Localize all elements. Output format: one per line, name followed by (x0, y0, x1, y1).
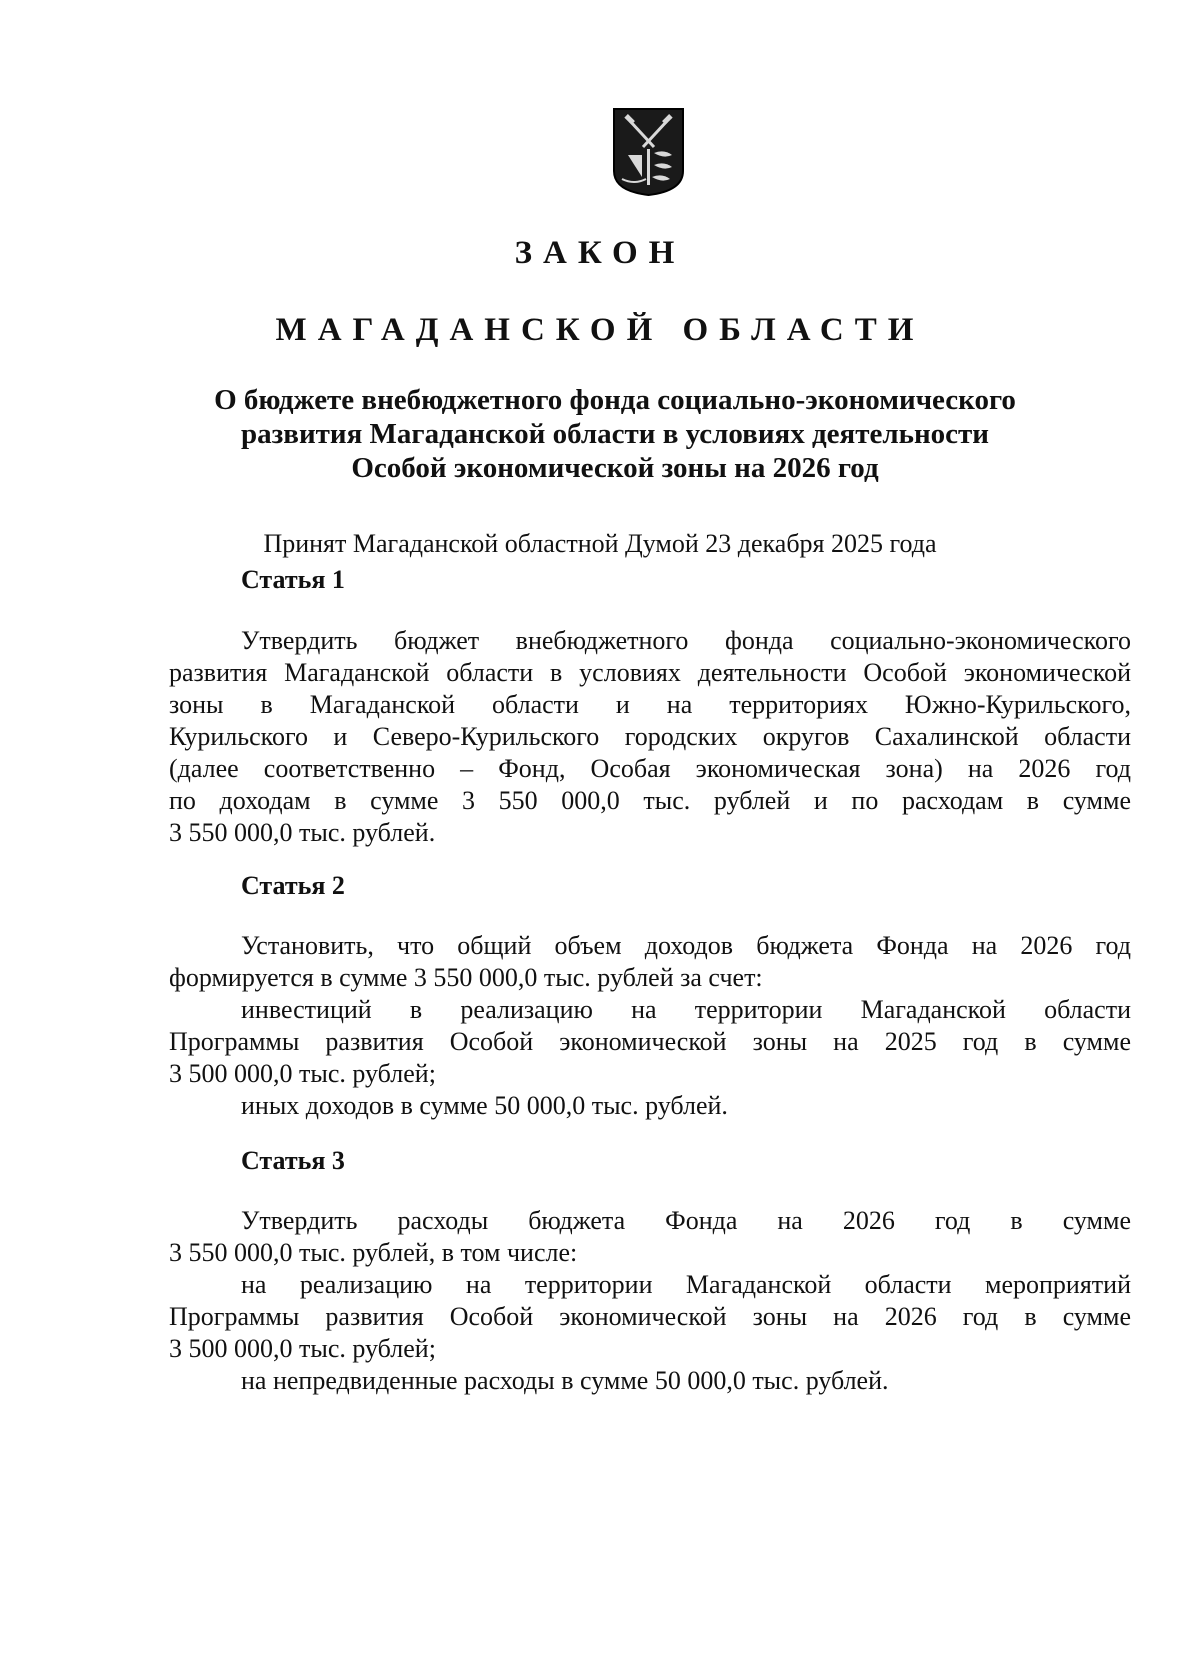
text-line: зоны в Магаданской области и на территориях Южно-Курильского, (169, 690, 1131, 719)
region-title: МАГАДАНСКОЙ ОБЛАСТИ (275, 312, 925, 348)
text-line: на непредвиденные расходы в сумме 50 000,0 тыс. рублей. (241, 1366, 889, 1395)
law-subject (150, 383, 1080, 485)
article-3-heading: Статья 3 (241, 1146, 345, 1175)
law-title: ЗАКОН (514, 235, 686, 271)
text-line: 3 500 000,0 тыс. рублей; (169, 1059, 436, 1088)
text-line: иных доходов в сумме 50 000,0 тыс. рублей. (241, 1091, 728, 1120)
law-subject-line: развития Магаданской области в условиях деятельности (241, 418, 989, 450)
text-line: на реализацию на территории Магаданской области мероприятий (241, 1270, 1131, 1299)
text-line: 3 550 000,0 тыс. рублей, в том числе: (169, 1238, 578, 1267)
text-line: 3 500 000,0 тыс. рублей; (169, 1334, 436, 1363)
text-line: Утвердить расходы бюджета Фонда на 2026 год в сумме (241, 1206, 1131, 1235)
text-line: формируется в сумме 3 550 000,0 тыс. рублей за счет: (169, 963, 763, 992)
article-2-text (169, 930, 1131, 1122)
text-line: Программы развития Особой экономической зоны на 2026 год в сумме (169, 1302, 1131, 1331)
text-line: развития Магаданской области в условиях деятельности Особой экономической (169, 658, 1131, 687)
adoption-note: Принят Магаданской областной Думой 23 декабря 2025 года (263, 529, 937, 558)
text-line: Курильского и Северо-Курильского городских округов Сахалинской области (169, 722, 1131, 751)
article-3-text (169, 1205, 1131, 1397)
text-line: по доходам в сумме 3 550 000,0 тыс. рублей и по расходам в сумме (169, 786, 1131, 815)
text-line: Программы развития Особой экономической зоны на 2025 год в сумме (169, 1027, 1131, 1056)
text-line: (далее соответственно – Фонд, Особая экономическая зона) на 2026 год (169, 754, 1131, 783)
article-1-heading: Статья 1 (241, 565, 345, 594)
law-subject-line: Особой экономической зоны на 2026 год (351, 452, 879, 484)
text-line: инвестиций в реализацию на территории Магаданской области (241, 995, 1131, 1024)
coat-of-arms-magadan-icon (612, 107, 685, 197)
law-subject-line: О бюджете внебюджетного фонда социально-экономического (214, 384, 1016, 416)
article-2-heading: Статья 2 (241, 871, 345, 900)
text-line: Установить, что общий объем доходов бюджета Фонда на 2026 год (241, 931, 1131, 960)
article-1-text (169, 625, 1131, 849)
text-line: Утвердить бюджет внебюджетного фонда социально-экономического (241, 626, 1131, 655)
text-line: 3 550 000,0 тыс. рублей. (169, 818, 436, 847)
